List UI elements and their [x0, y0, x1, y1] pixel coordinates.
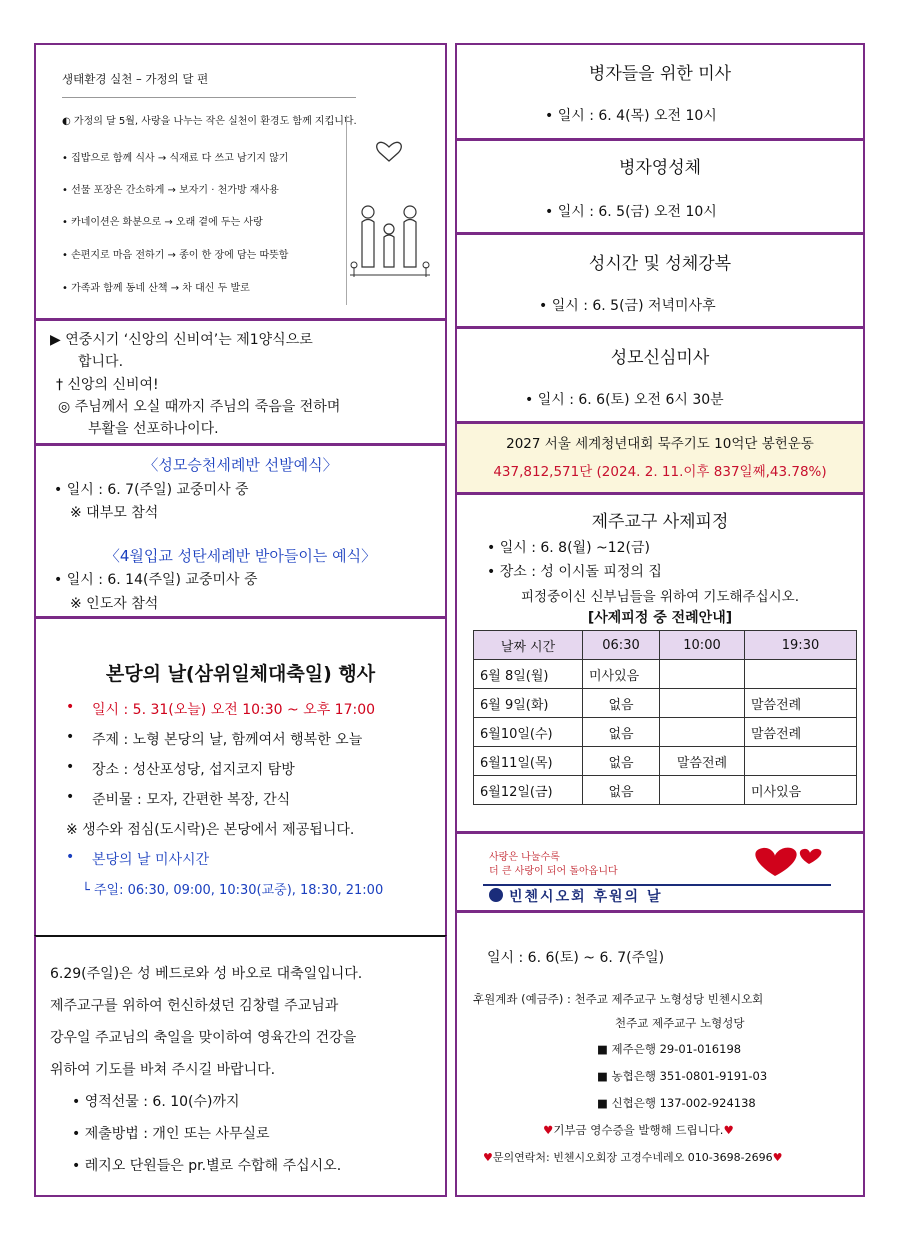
bishop-text: 위하여 기도를 바쳐 주시길 바랍니다. — [50, 1062, 276, 1078]
eco-item: • 손편지로 마음 전하기 → 종이 한 장에 담는 따뜻함 — [62, 250, 289, 261]
bullet-icon: • — [66, 759, 75, 775]
vincent-banner-section — [455, 832, 865, 912]
bishop-text: 강우일 주교님의 축일을 맞이하여 영육간의 건강을 — [50, 1030, 357, 1046]
memorial-section — [34, 319, 447, 445]
table-header: 10:00 — [660, 631, 745, 660]
table-cell: 말씀전례 — [745, 718, 857, 747]
sick-communion-date: • 일시 : 6. 5(금) 오전 10시 — [545, 204, 717, 220]
memorial-line: ▶ 연중시기 ‘신앙의 신비여’는 제1양식으로 — [50, 332, 313, 348]
table-header: 19:30 — [745, 631, 857, 660]
parish-day-mass-times: └ 주일: 06:30, 09:00, 10:30(교중), 18:30, 21:00 — [82, 883, 384, 898]
ceremony-note: ※ 인도자 참석 — [70, 596, 159, 612]
table-cell: 없음 — [583, 689, 660, 718]
vincent-date: 일시 : 6. 6(토) ~ 6. 7(주일) — [487, 950, 665, 966]
vincent-banner — [483, 844, 833, 905]
marian-mass-date: • 일시 : 6. 6(토) 오전 6시 30분 — [525, 392, 724, 408]
table-cell: 말씀전례 — [745, 689, 857, 718]
retreat-title: 제주교구 사제피정 — [591, 512, 729, 532]
receipt-line — [543, 1122, 734, 1138]
family-illustration-icon — [342, 117, 442, 307]
bishop-bullet: • 영적선물 : 6. 10(수)까지 — [72, 1094, 240, 1110]
sick-communion-title: 병자영성체 — [618, 158, 702, 178]
table-cell: 6월 9일(화) — [474, 689, 583, 718]
contact-line — [483, 1149, 783, 1165]
table-cell: 미사있음 — [583, 660, 660, 689]
table-cell: 없음 — [583, 747, 660, 776]
table-row — [474, 689, 857, 718]
table-header: 06:30 — [583, 631, 660, 660]
eco-title: 생태환경 실천 – 가정의 달 편 — [62, 72, 209, 86]
bullet-icon: • — [66, 729, 75, 745]
parish-day-date: 일시 : 5. 31(오늘) 오전 10:30 ~ 오후 17:00 — [92, 702, 376, 718]
holy-hour-section — [455, 233, 865, 328]
heart-icon: ♥ — [543, 1123, 554, 1137]
bishop-text: 제주교구를 위하여 헌신하셨던 김창렬 주교님과 — [50, 998, 339, 1014]
ceremony-note: ※ 대부모 참석 — [70, 505, 159, 521]
parish-day-prep: 준비물 : 모자, 간편한 복장, 간식 — [92, 792, 291, 808]
bullet-icon: • — [66, 789, 75, 805]
bank-account: ■ 신협은행 137-002-924138 — [597, 1096, 756, 1110]
memorial-line: 합니다. — [78, 354, 124, 370]
table-cell — [660, 689, 745, 718]
retreat-prayer: 피정중이신 신부님들을 위하여 기도해주십시오. — [521, 589, 799, 605]
table-cell — [660, 776, 745, 805]
eco-intro: ◐ 가정의 달 5월, 사랑을 나누는 작은 실천이 환경도 함께 지킵니다. — [62, 116, 357, 127]
holy-hour-date: • 일시 : 6. 5(금) 저녁미사후 — [539, 298, 716, 314]
eco-divider — [62, 97, 356, 98]
heart-icon: ♥ — [723, 1123, 734, 1137]
sick-mass-title: 병자들을 위한 미사 — [588, 64, 732, 84]
table-cell — [660, 660, 745, 689]
marian-mass-title: 성모신심미사 — [610, 348, 710, 368]
retreat-subtitle: [사제피정 중 전례안내] — [587, 610, 733, 626]
liturgy-schedule-table — [473, 630, 857, 805]
memorial-line: ◎ 주님께서 오실 때까지 주님의 죽음을 전하며 — [58, 399, 341, 415]
bank-account: ■ 농협은행 351-0801-9191-03 — [597, 1069, 768, 1083]
sick-mass-section — [455, 43, 865, 140]
bishop-bullet: • 레지오 단원들은 pr.별로 수합해 주십시오. — [72, 1158, 342, 1174]
table-cell: 미사있음 — [745, 776, 857, 805]
table-row — [474, 747, 857, 776]
banner-title: 빈첸시오회 후원의 날 — [509, 889, 663, 905]
table-cell — [745, 660, 857, 689]
parish-day-theme: 주제 : 노형 본당의 날, 함께여서 행복한 오늘 — [92, 732, 363, 748]
table-cell — [660, 718, 745, 747]
ceremony-date: • 일시 : 6. 14(주일) 교중미사 중 — [54, 572, 258, 588]
bullet-icon: • — [66, 699, 75, 715]
hearts-icon — [745, 844, 831, 880]
holy-hour-title: 성시간 및 성체강복 — [588, 254, 732, 274]
memorial-line: 부활을 선포하나이다. — [88, 421, 219, 437]
table-row — [474, 660, 857, 689]
bishop-feast-section — [34, 935, 447, 1197]
eco-item: • 가족과 함께 동네 산책 → 차 대신 두 발로 — [62, 283, 250, 294]
table-header-row — [474, 631, 857, 660]
parish-day-section — [34, 617, 447, 937]
wyd-count: 437,812,571단 (2024. 2. 11.이후 837일째,43.78%) — [493, 464, 827, 480]
marian-mass-section — [455, 327, 865, 423]
parish-day-place: 장소 : 성산포성당, 섭지코지 탐방 — [92, 762, 295, 778]
table-cell: 6월10일(수) — [474, 718, 583, 747]
table-header: 날짜 시간 — [474, 631, 583, 660]
banner-slogan: 더 큰 사랑이 되어 돌아옵니다 — [489, 866, 618, 877]
bishop-text: 6.29(주일)은 성 베드로와 성 바오로 대축일입니다. — [50, 966, 363, 982]
retreat-date: • 일시 : 6. 8(월) ~12(금) — [487, 540, 650, 556]
table-cell: 없음 — [583, 776, 660, 805]
eco-section — [34, 43, 447, 320]
retreat-place: • 장소 : 성 이시돌 피정의 집 — [487, 564, 662, 580]
parish-day-mass-title: 본당의 날 미사시간 — [92, 852, 210, 868]
parish-day-title: 본당의 날(삼위일체대축일) 행사 — [105, 663, 376, 685]
wyd-title: 2027 서울 세계청년대회 묵주기도 10억단 봉헌운동 — [506, 436, 814, 452]
wyd-rosary-section — [455, 422, 865, 494]
table-cell: 없음 — [583, 718, 660, 747]
vincent-account-name: 천주교 제주교구 노형성당 — [615, 1016, 745, 1030]
heart-icon: ♥ — [483, 1151, 493, 1164]
table-cell — [745, 747, 857, 776]
ceremony-title: 〈4월입교 성탄세례반 받아들이는 예식〉 — [104, 547, 377, 565]
eco-item: • 카네이션은 화분으로 → 오래 곁에 두는 사랑 — [62, 217, 263, 228]
heart-icon: ♥ — [772, 1151, 783, 1164]
ceremony-title: 〈성모승천세례반 선발예식〉 — [143, 456, 338, 474]
table-row — [474, 776, 857, 805]
table-cell: 6월 8일(월) — [474, 660, 583, 689]
sick-communion-section — [455, 139, 865, 234]
eco-item: • 선물 포장은 간소하게 → 보자기 · 천가방 재사용 — [62, 185, 279, 196]
table-cell: 6월11일(목) — [474, 747, 583, 776]
receipt-text: 기부금 영수증을 발행해 드립니다. — [553, 1123, 724, 1137]
contact-text: 문의연락처: 빈첸시오회장 고경수네레오 010-3698-2696 — [492, 1151, 773, 1164]
table-row — [474, 718, 857, 747]
bank-account: ■ 제주은행 29-01-016198 — [597, 1042, 742, 1056]
sick-mass-date: • 일시 : 6. 4(목) 오전 10시 — [545, 108, 717, 124]
vincent-logo-icon — [489, 888, 503, 902]
table-cell: 말씀전례 — [660, 747, 745, 776]
parish-day-note: ※ 생수와 점심(도시락)은 본당에서 제공됩니다. — [66, 822, 355, 838]
ceremony-section — [34, 444, 447, 618]
banner-slogan: 사랑은 나눌수록 — [489, 852, 560, 863]
ceremony-date: • 일시 : 6. 7(주일) 교중미사 중 — [54, 482, 249, 498]
memorial-line: † 신앙의 신비여! — [56, 377, 159, 393]
bullet-icon: • — [66, 849, 75, 865]
vincent-account: 후원계좌 (예금주) : 천주교 제주교구 노형성당 빈첸시오회 — [473, 992, 764, 1006]
table-cell: 6월12일(금) — [474, 776, 583, 805]
vincent-info-section — [455, 911, 865, 1197]
eco-item: • 집밥으로 함께 식사 → 식재료 다 쓰고 남기지 않기 — [62, 153, 289, 164]
bishop-bullet: • 제출방법 : 개인 또는 사무실로 — [72, 1126, 270, 1142]
